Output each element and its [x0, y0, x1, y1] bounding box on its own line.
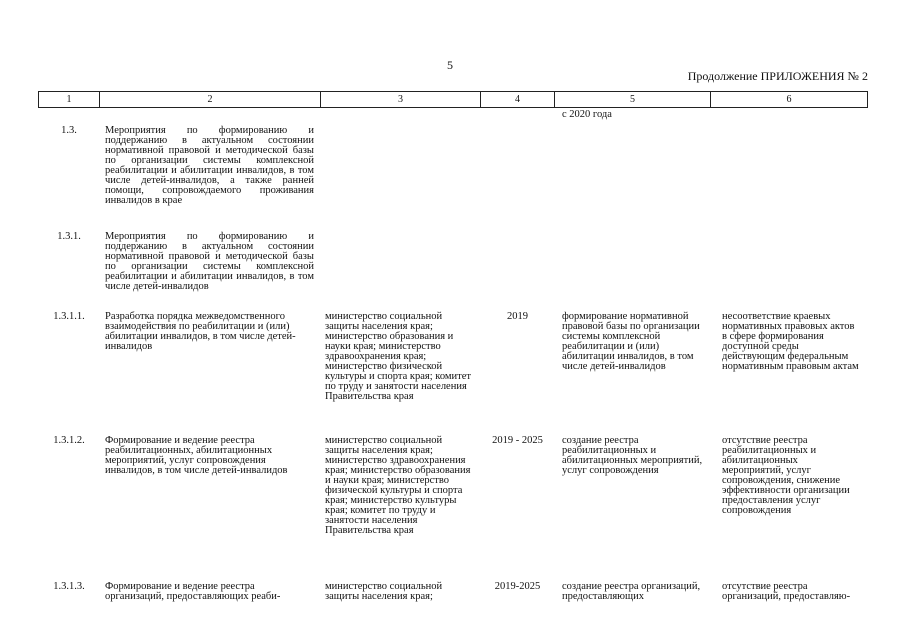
- row-name: Формирование и ведение реестра реабилитационных, абилитационных мероприятий, услуг сопровождения инвалидов, в том числе детей-инвалидов: [105, 435, 288, 476]
- row-result: формирование нормативной правовой базы по организации системы комплексной реабилитации и (или) абилитации инвалидов, в том числе детей-инвалидов: [562, 311, 700, 372]
- row-executors: министерство социальной защиты населения края;: [325, 581, 443, 602]
- header-col-4: 4: [481, 92, 555, 107]
- row-executors: министерство социальной защиты населения края; министерство здравоохранения края; министерство образования и науки края; министерство физической культуры и спорта края; министерство культуры края; комитет по труду и занятости населения Правительства края: [325, 435, 471, 536]
- carryover-text: с 2020 года: [562, 109, 612, 120]
- row-number: 1.3.1.3.: [53, 581, 85, 592]
- table-header: [38, 91, 868, 108]
- row-consequence: отсутствие реестра реабилитационных и абилитационных мероприятий, услуг сопровождения, снижение эффективности организации предоставления услуг сопровождения: [722, 435, 850, 516]
- row-period: 2019: [507, 311, 528, 322]
- header-col-5: 5: [555, 92, 711, 107]
- row-name: Мероприятия по формированию и поддержанию в актуальном состоянии нормативной правовой и методической базы по организации системы комплексной реабилитации и абилитации инвалидов, в том числе детей-инвалидов: [105, 231, 314, 292]
- row-result: создание реестра организаций, предоставляющих: [562, 581, 701, 602]
- row-executors: министерство социальной защиты населения края; министерство образования и науки края; министерство здравоохранения края; министерство физической культуры и спорта края; комитет по труду и занятости населения Правительства края: [325, 311, 471, 402]
- row-period: 2019-2025: [494, 581, 541, 592]
- row-number: 1.3.1.1.: [53, 311, 85, 322]
- row-number: 1.3.1.2.: [53, 435, 85, 446]
- page-number: 5: [447, 58, 453, 72]
- row-consequence: несоответствие краевых нормативных правовых актов в сфере формирования доступной среды действующим федеральным нормативным правовым актам: [722, 311, 859, 372]
- header-col-2: 2: [100, 92, 321, 107]
- row-name: Разработка порядка межведомственного взаимодействия по реабилитации и (или) абилитации инвалидов, в том числе детей-инвалидов: [105, 311, 296, 352]
- header-col-3: 3: [321, 92, 481, 107]
- continuation-label: Продолжение ПРИЛОЖЕНИЯ № 2: [687, 69, 868, 83]
- row-consequence: отсутствие реестра организаций, предоставляю-: [722, 581, 851, 602]
- header-col-1: 1: [39, 92, 100, 107]
- row-name: Мероприятия по формированию и поддержанию в актуальном состоянии нормативной правовой и методической базы по организации системы комплексной реабилитации и абилитации инвалидов, в том числе детей-инвалидов, а также ранней помощи, сопровождаемого проживания инвалидов в крае: [105, 125, 314, 206]
- row-name: Формирование и ведение реестра организаций, предоставляющих реаби-: [105, 581, 281, 602]
- row-number: 1.3.: [61, 125, 77, 136]
- header-col-6: 6: [786, 94, 792, 105]
- row-result: создание реестра реабилитационных и абилитационных мероприятий, услуг сопровождения: [562, 435, 703, 476]
- row-number: 1.3.1.: [57, 231, 81, 242]
- row-period: 2019 - 2025: [492, 435, 543, 446]
